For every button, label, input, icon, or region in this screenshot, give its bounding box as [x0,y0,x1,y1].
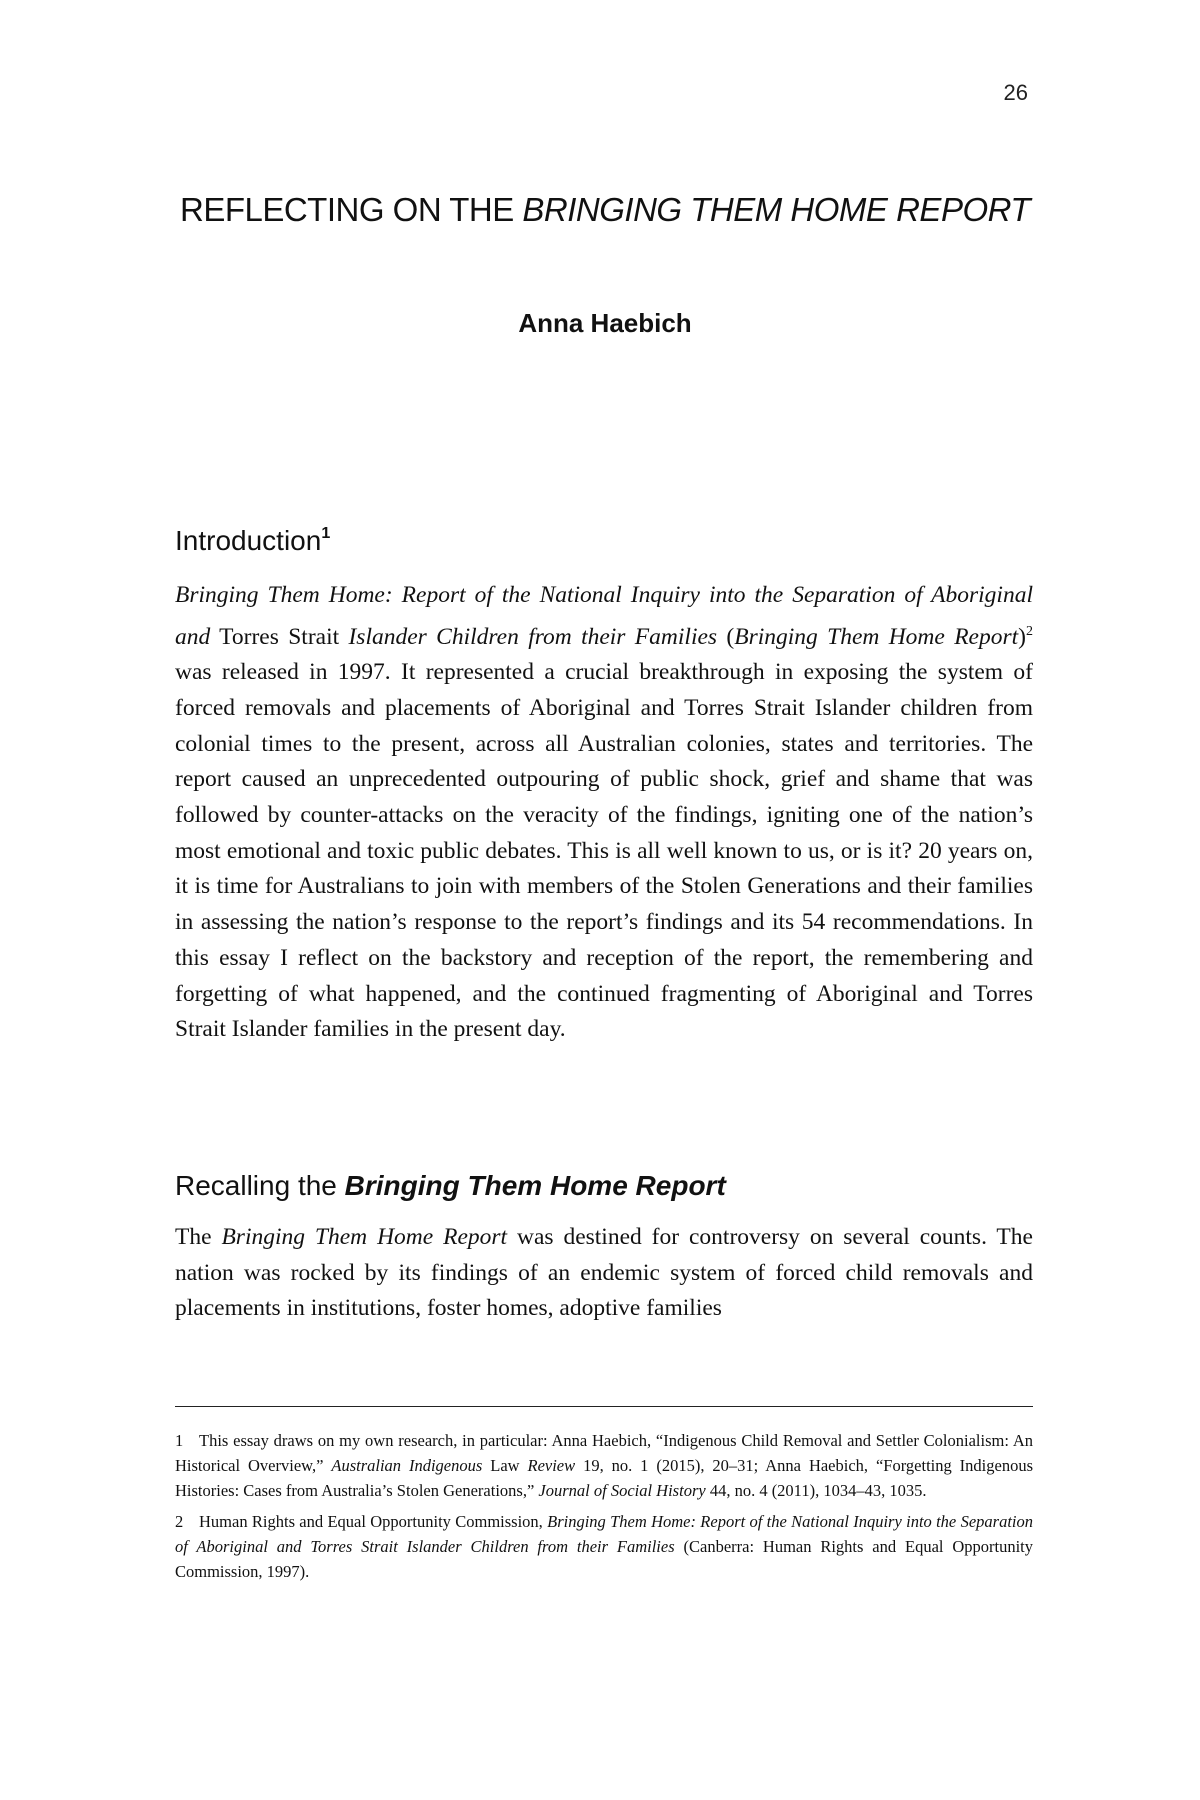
footnote-1 [175,1428,1033,1503]
footnote-text: 19, no. 1 (2015), 20–31; Anna Haebich, “Forgetting Indigenous Histories: Cases from Australia’s Stolen Generations,” [175,1456,1033,1500]
body-text: ) [1018,623,1026,650]
recalling-paragraph [175,1220,1033,1327]
title-prefix: REFLECTING ON THE [179,191,523,228]
section-heading-recalling [175,1170,726,1202]
section-heading-introduction [175,525,330,557]
footnote-text: Law [482,1456,528,1475]
footnotes [175,1428,1033,1590]
footnote-text: 44, no. 4 (2011), 1034–43, 1035. [705,1481,927,1500]
body-text: ( [717,623,735,650]
footnote-number: 1 [175,1431,184,1450]
footnote-text: Human Rights and Equal Opportunity Commission, [199,1512,548,1531]
heading-italic: Bringing Them Home Report [344,1170,726,1201]
body-text: was released in 1997. It represented a crucial breakthrough in exposing the system of forced removals and placements of Aboriginal and Torres Strait Islander children from colonial times to the present, across all Australian colonies, states and territories. The report caused an unprecedented outpouring of public shock, grief and shame that was followed by counter-attacks on the veracity of the findings, igniting one of the nation’s most emotional and toxic public debates. This is all well known to us, or is it? 20 years on, it is time for Australians to join with members of the Stolen Generations and their families in assessing the nation’s response to the report’s findings and its 54 recommendations. In this essay I reflect on the backstory and reception of the report, the remembering and forgetting of what happened, and the continued fragmenting of Aboriginal and Torres Strait Islander families in the present day. [175,659,1033,1043]
footnote-ref-2[interactable]: 2 [1025,623,1033,639]
heading-text: Introduction [175,525,322,556]
heading-text: Recalling the [175,1170,345,1201]
footnote-ref-1[interactable]: 1 [321,525,331,542]
body-text: was destined for controversy on several counts. The nation was rocked by its findings of an endemic system of forced child removals and placements in institutions, foster homes, adoptive families [175,1224,1033,1322]
article-author: Anna Haebich [518,308,692,338]
footnote-number: 2 [175,1512,184,1531]
title-italic: BRINGING THEM HOME REPORT [522,191,1031,228]
article-title [175,188,1035,232]
footnote-divider [175,1406,1033,1407]
introduction-paragraph [175,578,1033,1048]
body-text: The [175,1224,222,1250]
page-number: 26 [1003,80,1028,105]
italic-text: Islander Children from their Families [348,623,718,650]
italic-text: Bringing Them Home: Report of the National Inquiry into the Separation of Aboriginal and [175,582,1033,650]
footnote-text: (Canberra: Human Rights and Equal Opportunity Commission, 1997). [175,1537,1034,1581]
body-text: Torres Strait [210,623,349,650]
footnote-italic: Journal of Social History [538,1481,706,1500]
footnote-2 [175,1509,1033,1584]
footnote-text: This essay draws on my own research, in particular: Anna Haebich, “Indigenous Child Removal and Settler Colonialism: An Historical Overview,” [175,1431,1033,1475]
italic-text: Bringing Them Home Report [734,623,1019,650]
italic-text: Bringing Them Home Report [221,1224,508,1250]
footnote-italic: Bringing Them Home: Report of the National Inquiry into the Separation of Aboriginal and Torres Strait Islander Children from their Families [175,1512,1033,1556]
footnote-italic: Review [527,1456,576,1475]
footnote-italic: Australian Indigenous [331,1456,483,1475]
